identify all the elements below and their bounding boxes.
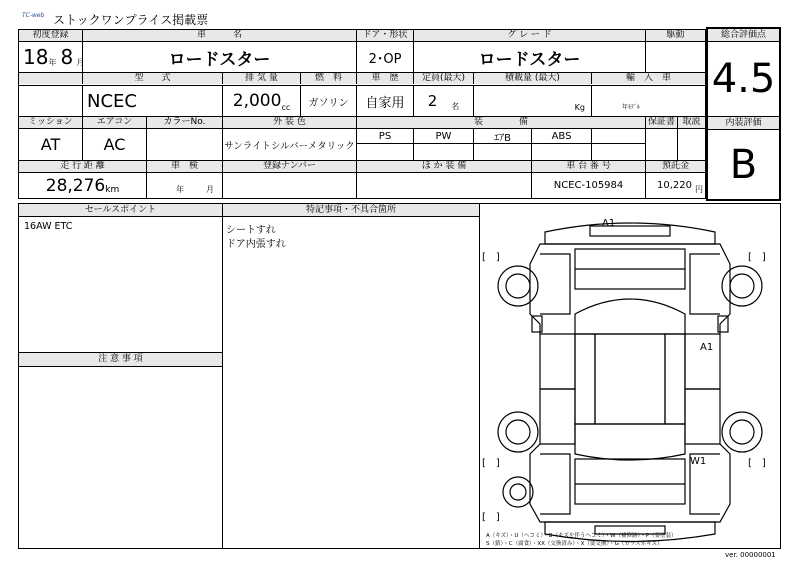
header-mission: ミッション bbox=[19, 117, 83, 128]
bracket-spare: [ ] bbox=[482, 512, 500, 523]
header-model: 型 式 bbox=[83, 73, 223, 84]
header-inspection: 車 検 bbox=[147, 161, 223, 172]
bracket-front-left: [ ] bbox=[482, 252, 500, 263]
bracket-rear-right: [ ] bbox=[748, 458, 766, 469]
header-notes: 特記事項・不具合箇所 bbox=[223, 204, 479, 217]
inspection-month-unit: 月 bbox=[206, 185, 214, 194]
displacement-unit: cc bbox=[281, 103, 291, 112]
header-history: 車 歴 bbox=[357, 73, 414, 84]
other-equipment-value bbox=[357, 173, 532, 198]
header-sales-point: セールスポイント bbox=[19, 204, 222, 217]
damage-mark-windshield: W1 bbox=[690, 456, 707, 467]
mileage-value bbox=[19, 173, 147, 198]
plate-value bbox=[223, 173, 357, 198]
capacity-value bbox=[414, 86, 474, 116]
equipment-abs: ABS bbox=[532, 129, 592, 144]
reg-year: 18 bbox=[23, 45, 49, 69]
warranty-value bbox=[646, 129, 678, 160]
header-equipment: 装 備 bbox=[357, 117, 646, 128]
equipment-pw: PW bbox=[414, 129, 474, 144]
header-chassis-no: 車 台 番 号 bbox=[532, 161, 646, 172]
manual-value bbox=[678, 129, 706, 160]
grade-value: ロードスター bbox=[414, 42, 646, 72]
header-deposit: 預託金 bbox=[646, 161, 705, 172]
note-line-1: シートすれ bbox=[226, 225, 276, 236]
header-drive: 駆動 bbox=[646, 30, 705, 41]
damage-mark-front: A1 bbox=[602, 218, 616, 229]
sales-point-text: 16AW ETC bbox=[24, 221, 73, 232]
logo: TC-web bbox=[22, 12, 45, 19]
displacement-number: 2,000 bbox=[232, 91, 282, 111]
overall-score-label: 総合評価点 bbox=[708, 29, 779, 42]
header-displacement: 排 気 量 bbox=[223, 73, 301, 84]
displacement-value bbox=[223, 86, 301, 116]
inspection-value bbox=[147, 173, 223, 198]
overall-score-value: 4.5 bbox=[711, 56, 776, 102]
first-reg-value bbox=[19, 42, 83, 72]
header-aircon: エアコン bbox=[83, 117, 147, 128]
inspection-year-unit: 年 bbox=[176, 185, 184, 194]
page-title: ストックワンプライス掲載票 bbox=[53, 13, 209, 27]
damage-legend-line-2: S（錆）・C（腐食）・XX（交換済み）・X（要交換）・G（ガラスホキズ） bbox=[486, 541, 663, 547]
header-import: 輸 入 車 bbox=[592, 73, 705, 84]
header-load: 積載量 (最大) bbox=[474, 73, 592, 84]
header-manual: 取説 bbox=[678, 117, 705, 128]
bracket-front-right: [ ] bbox=[748, 252, 766, 263]
drive-value bbox=[646, 42, 705, 72]
header-warranty: 保証書 bbox=[646, 117, 678, 128]
import-unit: 年ﾓﾃﾞﾙ bbox=[622, 104, 641, 111]
car-damage-diagram bbox=[480, 204, 780, 548]
mission-value: AT bbox=[19, 129, 83, 160]
car-name-value: ロードスター bbox=[83, 42, 357, 72]
equipment-airbag: ｴｱB bbox=[474, 129, 532, 144]
version-label: ver. 00000001 bbox=[725, 551, 776, 559]
header-caution: 注 意 事 項 bbox=[19, 353, 222, 367]
deposit-number: 10,220 bbox=[657, 180, 692, 191]
reg-month-unit: 月 bbox=[76, 58, 85, 67]
header-mileage: 走 行 距 離 bbox=[19, 161, 147, 172]
color-no-value bbox=[147, 129, 223, 160]
mileage-unit: km bbox=[105, 185, 120, 195]
fuel-value: ガソリン bbox=[301, 86, 357, 116]
chassis-no-value: NCEC-105984 bbox=[532, 173, 646, 198]
deposit-unit: 円 bbox=[695, 185, 703, 194]
equipment-ps: PS bbox=[357, 129, 414, 144]
exterior-color-value: サンライトシルバーメタリック bbox=[223, 129, 357, 160]
header-grade: グ レ ー ド bbox=[414, 30, 646, 41]
header-other-equipment: ほ か 装 備 bbox=[357, 161, 532, 172]
bracket-rear-left: [ ] bbox=[482, 458, 500, 469]
header-fuel: 燃 料 bbox=[301, 73, 357, 84]
damage-mark-side: A1 bbox=[700, 342, 714, 353]
history-value: 自家用 bbox=[357, 86, 414, 116]
import-value bbox=[592, 86, 705, 116]
capacity-unit: 名 bbox=[451, 102, 460, 111]
door-type-value: 2･OP bbox=[357, 42, 414, 72]
interior-score-label: 内装評価 bbox=[708, 117, 779, 130]
mileage-number: 28,276 bbox=[45, 175, 106, 196]
header-first-reg: 初度登録 bbox=[19, 30, 83, 41]
capacity-number: 2 bbox=[427, 92, 438, 110]
reg-year-unit: 年 bbox=[48, 58, 57, 67]
header-color-no: カラーNo. bbox=[147, 117, 223, 128]
load-unit: Kg bbox=[574, 103, 585, 112]
header-plate: 登録ナンバー bbox=[223, 161, 357, 172]
header-door-type: ドア・形状 bbox=[357, 30, 414, 41]
aircon-value: AC bbox=[83, 129, 147, 160]
interior-score-value: B bbox=[729, 142, 758, 188]
header-car-name: 車 名 bbox=[83, 30, 357, 41]
deposit-value bbox=[646, 173, 705, 198]
reg-month: 8 bbox=[60, 45, 74, 69]
damage-legend-line-1: A（キズ）・U（ヘコミ）・B（キズを伴うヘコミ）・W（補修跡）・P（要塗装） bbox=[486, 533, 677, 539]
header-capacity: 定員(最大) bbox=[414, 73, 474, 84]
load-value bbox=[474, 86, 592, 116]
model-value: NCEC bbox=[83, 86, 223, 116]
note-line-2: ドア内張すれ bbox=[226, 239, 286, 250]
header-exterior-color: 外 装 色 bbox=[223, 117, 357, 128]
